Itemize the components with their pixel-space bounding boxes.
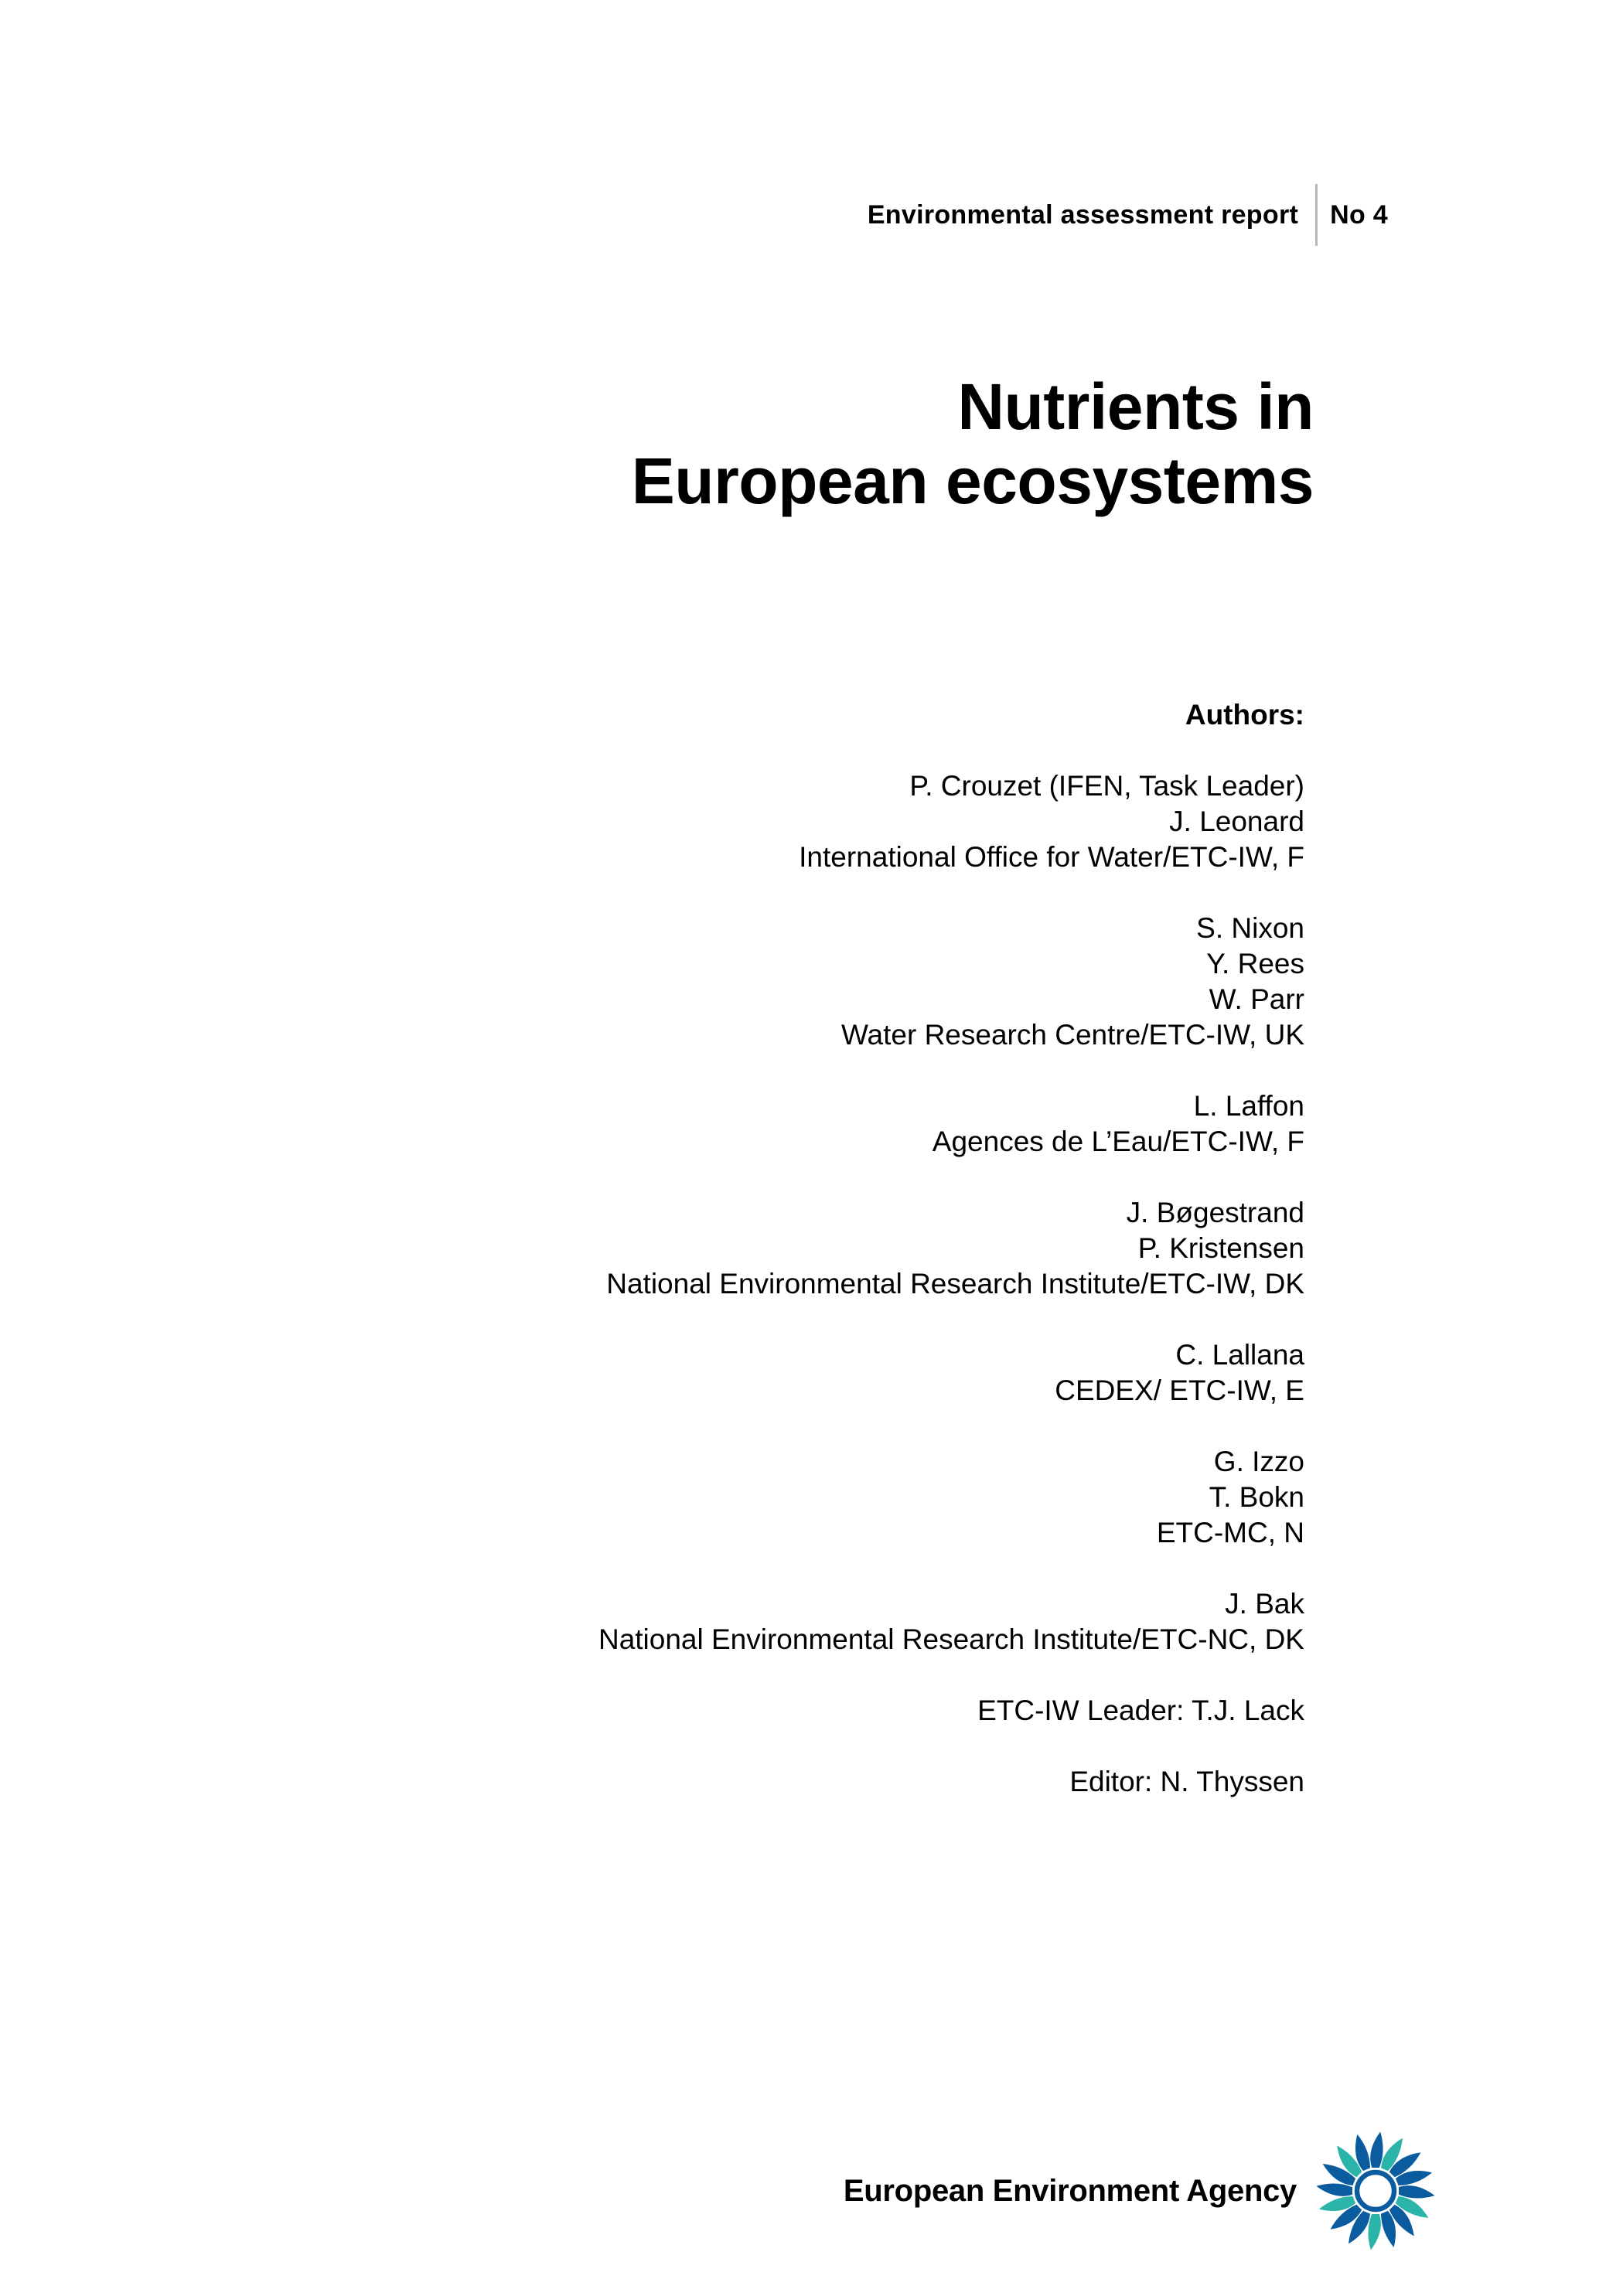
author-line: L. Laffon	[1193, 1090, 1304, 1122]
series-number: No 4	[1330, 199, 1388, 230]
author-line: G. Izzo	[1213, 1446, 1304, 1477]
footer	[844, 2129, 1437, 2253]
author-group	[145, 768, 1304, 875]
series-label: Environmental assessment report	[867, 199, 1299, 230]
author-group	[145, 1586, 1304, 1657]
author-line: T. Bokn	[1209, 1481, 1304, 1513]
etc-iw-leader	[145, 1693, 1304, 1729]
author-line: J. Bøgestrand	[1126, 1197, 1304, 1228]
author-affiliation: CEDEX/ ETC-IW, E	[1055, 1375, 1304, 1406]
author-group	[145, 1337, 1304, 1409]
author-line: W. Parr	[1209, 983, 1304, 1015]
author-line: P. Kristensen	[1137, 1232, 1304, 1264]
author-affiliation: Agences de L’Eau/ETC-IW, F	[932, 1126, 1304, 1157]
author-affiliation: National Environmental Research Institute/ETC-NC, DK	[598, 1623, 1304, 1655]
author-group	[145, 1444, 1304, 1551]
eea-sun-logo-icon	[1314, 2129, 1437, 2253]
author-group	[145, 1195, 1304, 1302]
author-line: S. Nixon	[1196, 912, 1304, 944]
series-header	[868, 184, 1388, 246]
author-group	[145, 911, 1304, 1053]
title-line-2: European ecosystems	[631, 445, 1314, 517]
author-line: J. Bak	[1225, 1588, 1304, 1620]
authors-heading: Authors:	[1185, 699, 1304, 731]
logo-ray	[1368, 2214, 1380, 2250]
title-line-1: Nutrients in	[957, 370, 1314, 443]
leader-line: ETC-IW Leader: T.J. Lack	[977, 1695, 1304, 1726]
editor	[145, 1764, 1304, 1800]
logo-center-ring	[1357, 2172, 1394, 2209]
logo-ray	[1399, 2185, 1435, 2198]
author-line: J. Leonard	[1169, 806, 1304, 837]
logo-ray	[1370, 2131, 1383, 2168]
author-affiliation: International Office for Water/ETC-IW, F	[799, 841, 1304, 873]
editor-line: Editor: N. Thyssen	[1069, 1766, 1304, 1797]
agency-name: European Environment Agency	[843, 2173, 1297, 2208]
author-affiliation: ETC-MC, N	[1156, 1517, 1304, 1548]
author-line: C. Lallana	[1175, 1339, 1304, 1371]
author-group	[145, 1088, 1304, 1160]
author-affiliation: National Environmental Research Institute/ETC-IW, DK	[606, 1268, 1304, 1300]
author-affiliation: Water Research Centre/ETC-IW, UK	[841, 1019, 1304, 1051]
author-line: Y. Rees	[1206, 948, 1304, 979]
report-title	[632, 370, 1314, 518]
author-line: P. Crouzet (IFEN, Task Leader)	[909, 770, 1304, 802]
authors-block	[145, 697, 1304, 1800]
logo-ray	[1316, 2183, 1352, 2196]
